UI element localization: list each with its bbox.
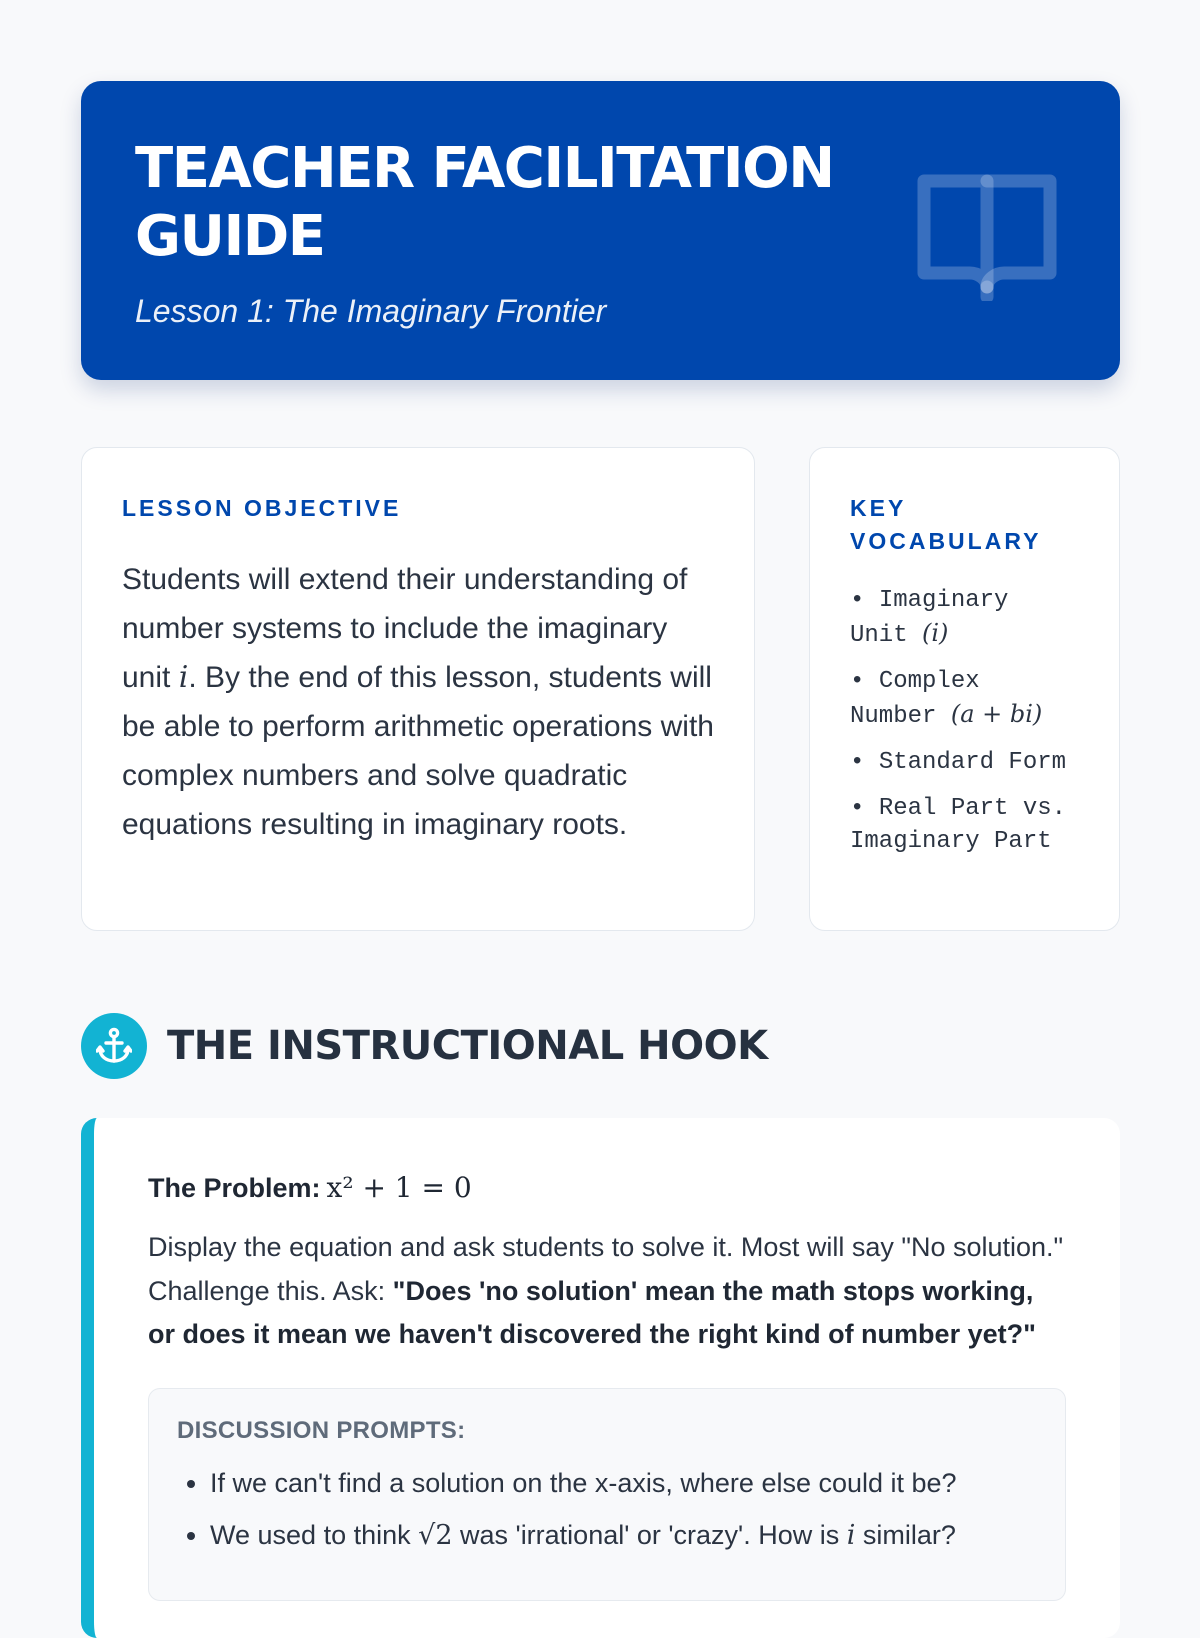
hook-instructions: [148, 1226, 1066, 1357]
prompt-text: We used to think: [210, 1519, 419, 1550]
lesson-objective-text: [122, 555, 714, 849]
vocabulary-math: (i): [922, 619, 949, 647]
discussion-prompt: [210, 1517, 1037, 1554]
vocabulary-term: Imaginary Unit: [850, 587, 1009, 649]
bullet: •: [850, 587, 865, 614]
key-vocabulary-label: KEY VOCABULARY: [850, 495, 1042, 554]
vocabulary-item: [850, 746, 1079, 779]
prompt-text: was 'irrational' or 'crazy'. How is: [452, 1519, 847, 1550]
lesson-objective-label: LESSON OBJECTIVE: [122, 495, 402, 521]
objective-text-part1: Students will extend their understanding of number systems to include the imaginary unit: [122, 563, 688, 694]
discussion-prompts-box: [148, 1388, 1066, 1601]
anchor-icon-badge: [81, 1013, 147, 1079]
vocabulary-term: Real Part vs. Imaginary Part: [850, 795, 1067, 855]
objective-text-part2: . By the end of this lesson, students will be able to perform arithmetic operations with complex numbers and solve quadratic equations resulting in imaginary roots.: [122, 661, 714, 841]
lesson-objective-card: [81, 447, 755, 931]
vocabulary-math: (a + bi): [950, 700, 1043, 728]
problem-equation: x² + 1 = 0: [326, 1171, 472, 1204]
bullet: •: [850, 795, 865, 822]
imaginary-unit-symbol: i: [178, 660, 189, 695]
sqrt-two: √2: [418, 1519, 453, 1551]
vocabulary-term: Standard Form: [878, 749, 1067, 776]
discussion-prompts-label: DISCUSSION PROMPTS:: [177, 1416, 466, 1444]
page-title: TEACHER FACILITATION GUIDE: [135, 136, 834, 269]
book-icon: [912, 161, 1062, 301]
instructional-hook-card: [81, 1118, 1120, 1638]
bullet: •: [850, 749, 865, 776]
discussion-prompts-list: [177, 1465, 1037, 1554]
instructional-hook-heading: [81, 1012, 768, 1079]
key-vocabulary-card: [809, 447, 1120, 931]
vocabulary-item: [850, 665, 1079, 733]
vocabulary-item: [850, 792, 1079, 858]
problem-statement: [148, 1168, 1066, 1208]
vocabulary-item: [850, 584, 1079, 652]
page-subtitle: Lesson 1: The Imaginary Frontier: [135, 293, 607, 329]
bullet: •: [850, 668, 865, 695]
discussion-prompt: • If we can't find a solution on the x-axis, where else could it be?: [210, 1465, 1037, 1501]
vocabulary-term: Complex Number: [850, 668, 980, 730]
hook-text: Display the equation and ask students to solve it. Most will say "No solution." Challenge this. Ask:: [148, 1232, 1064, 1306]
anchor-icon: [96, 1027, 132, 1065]
prompt-text: similar?: [855, 1519, 956, 1550]
header-banner: [81, 81, 1120, 380]
vocabulary-list: [850, 584, 1079, 858]
section-title: THE INSTRUCTIONAL HOOK: [167, 1022, 768, 1069]
problem-label: The Problem:: [148, 1173, 321, 1203]
imaginary-unit-symbol: i: [846, 1519, 856, 1551]
hook-question: "Does 'no solution' mean the math stops working, or does it mean we haven't discovered the right kind of number yet?": [148, 1275, 1036, 1349]
